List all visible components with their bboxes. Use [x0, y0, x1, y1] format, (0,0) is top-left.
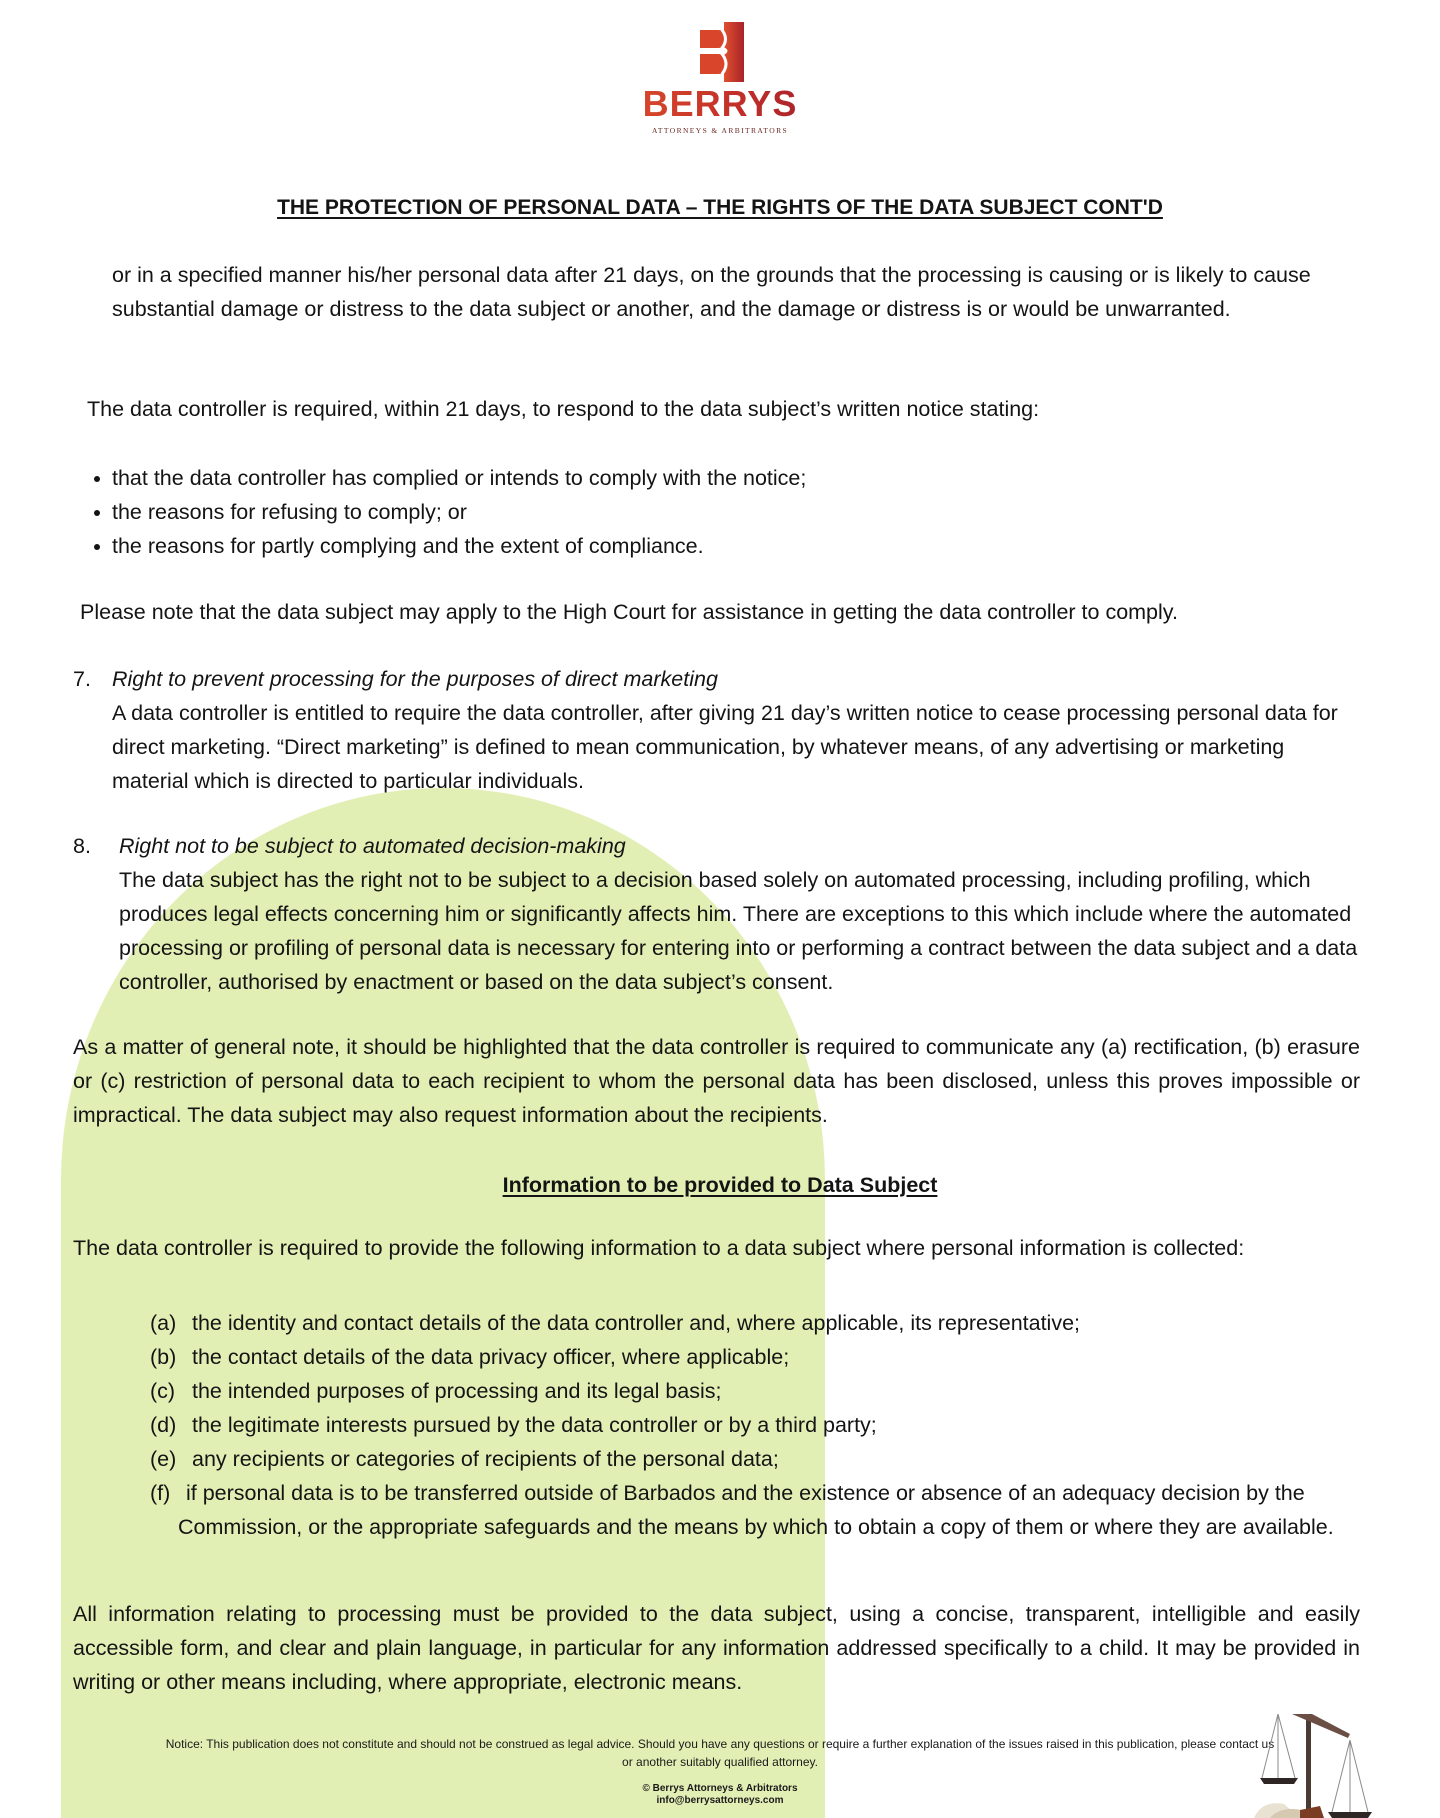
- section-number: 8.: [73, 834, 91, 858]
- item-label: (a): [150, 1311, 177, 1335]
- section-heading: Right to prevent processing for the purposes of direct marketing: [112, 667, 718, 691]
- item-text: the legitimate interests pursued by the data controller or by a third party;: [192, 1413, 877, 1437]
- intro-continuation: or in a specified manner his/her personal data after 21 days, on the grounds that the processing is causing or is likely to cause substantial damage or distress to the data subject or another, and the damage or distress is or would be unwarranted.: [112, 263, 1311, 321]
- section-number: 7.: [73, 667, 91, 691]
- info-items-list: [150, 1306, 1370, 1544]
- list-item: [150, 1374, 1370, 1408]
- b-monogram-icon: [700, 22, 744, 82]
- contact-email-link[interactable]: info@berrysattorneys.com: [656, 1795, 784, 1806]
- item-text: the intended purposes of processing and its legal basis;: [192, 1379, 722, 1403]
- response-lead: The data controller is required, within 21 days, to respond to the data subject’s written notice stating:: [87, 397, 1040, 421]
- item-text: if personal data is to be transferred outside of Barbados and the existence or absence of an adequacy decision by the Commission, or the appropriate safeguards and the means by which to obtain a copy of them or where they are available.: [178, 1481, 1334, 1539]
- item-text: the identity and contact details of the data controller and, where applicable, its representative;: [192, 1311, 1081, 1335]
- info-lead: The data controller is required to provide the following information to a data subject where personal information is collected:: [73, 1236, 1245, 1260]
- high-court-note: Please note that the data subject may apply to the High Court for assistance in getting the data controller to comply.: [80, 600, 1178, 624]
- footer-contact: [560, 1783, 880, 1807]
- page-title: THE PROTECTION OF PERSONAL DATA – THE RIGHTS OF THE DATA SUBJECT CONT'D: [277, 196, 1163, 219]
- list-item: [150, 1476, 1370, 1544]
- section-heading: Right not to be subject to automated decision-making: [119, 834, 626, 858]
- list-item: the reasons for refusing to comply; or: [92, 495, 806, 529]
- list-item: [150, 1442, 1370, 1476]
- list-item: the reasons for partly complying and the extent of compliance.: [92, 529, 806, 563]
- item-label: (b): [150, 1345, 177, 1369]
- section-body: The data subject has the right not to be subject to a decision based solely on automated processing, including profiling, which produces legal effects concerning him or significantly affects him. There are exceptions to this which include where the automated processing or profiling of personal data is necessary for entering into or performing a contract between the data subject and a data controller, authorised by enactment or based on the data subject’s consent.: [119, 868, 1358, 994]
- berrys-logo: [630, 22, 810, 134]
- section-subheading: Information to be provided to Data Subject: [502, 1173, 938, 1197]
- brand-name: BERRYS: [630, 84, 810, 124]
- legal-notice: Notice: This publication does not constitute and should not be construed as legal advice. Should you have any questions or require a further explanation of the issues raised in this publication, please contact us or another suitably qualified attorney.: [165, 1737, 1275, 1769]
- section-body: A data controller is entitled to require the data controller, after giving 21 day’s written notice to cease processing personal data for direct marketing. “Direct marketing” is defined to mean communication, by whatever means, of any advertising or marketing material which is directed to particular individuals.: [112, 701, 1338, 793]
- copyright-text: © Berrys Attorneys & Arbitrators: [642, 1783, 798, 1794]
- item-text: any recipients or categories of recipients of the personal data;: [192, 1447, 779, 1471]
- item-label: (f): [150, 1481, 171, 1505]
- item-label: (c): [150, 1379, 176, 1403]
- list-item: that the data controller has complied or intends to comply with the notice;: [92, 461, 806, 495]
- item-label: (d): [150, 1413, 177, 1437]
- list-item: [150, 1340, 1370, 1374]
- list-item: [150, 1306, 1370, 1340]
- scales-of-justice-icon: [1240, 1700, 1440, 1818]
- closing-paragraph: All information relating to processing must be provided to the data subject, using a concise, transparent, intelligible and easily accessible form, and clear and plain language, in particular for any information addressed specifically to a child. It may be provided in writing or other means including, where appropriate, electronic means.: [73, 1602, 1360, 1694]
- general-note: As a matter of general note, it should be highlighted that the data controller is required to communicate any (a) rectification, (b) erasure or (c) restriction of personal data to each recipient to whom the personal data has been disclosed, unless this proves impossible or impractical. The data subject may also request information about the recipients.: [73, 1035, 1360, 1127]
- list-item: [150, 1408, 1370, 1442]
- brand-tagline: ATTORNEYS & ARBITRATORS: [651, 126, 789, 135]
- item-text: the contact details of the data privacy officer, where applicable;: [192, 1345, 790, 1369]
- item-label: (e): [150, 1447, 177, 1471]
- response-bullet-list: [92, 461, 806, 563]
